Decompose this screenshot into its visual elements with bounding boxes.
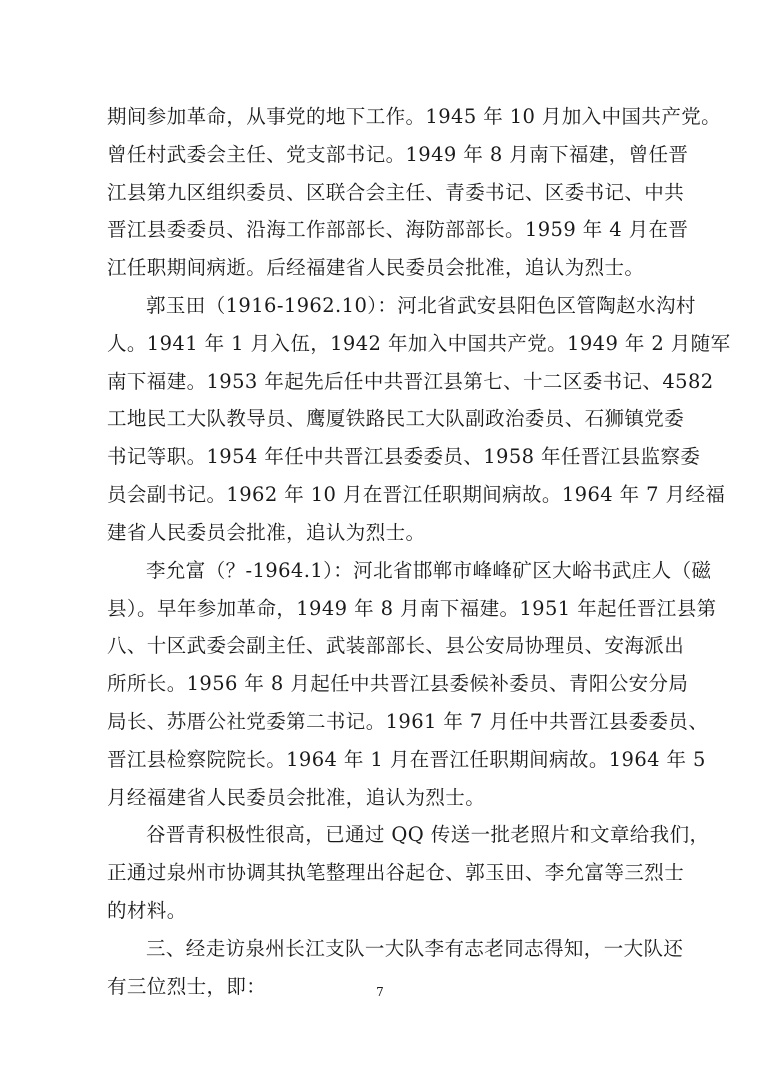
text-line: 工地民工大队教导员、鹰厦铁路民工大队副政治委员、石狮镇党委 bbox=[107, 407, 685, 430]
paragraph-start-line: 谷晋青积极性很高，已通过 QQ 传送一批老照片和文章给我们， bbox=[146, 823, 710, 846]
text-line: 有三位烈士，即： bbox=[107, 975, 267, 998]
text-line: 员会副书记。1962 年 10 月在晋江任职期间病故。1964 年 7 月经福 bbox=[107, 483, 726, 506]
text-line: 晋江县检察院院长。1964 年 1 月在晋江任职期间病故。1964 年 5 bbox=[107, 748, 706, 771]
text-line: 县）。早年参加革命，1949 年 8 月南下福建。1951 年起任晋江县第 bbox=[107, 597, 717, 620]
paragraph-start-line: 三、经走访泉州长江支队一大队李有志老同志得知，一大队还 bbox=[146, 937, 684, 960]
text-line: 曾任村武委会主任、党支部书记。1949 年 8 月南下福建，曾任晋 bbox=[107, 143, 689, 166]
text-line: 局长、苏厝公社党委第二书记。1961 年 7 月任中共晋江县委委员、 bbox=[107, 710, 709, 733]
text-line: 南下福建。1953 年起先后任中共晋江县第七、十二区委书记、4582 bbox=[107, 370, 714, 393]
text-line: 晋江县委委员、沿海工作部部长、海防部部长。1959 年 4 月在晋 bbox=[107, 218, 689, 241]
text-line: 江县第九区组织委员、区联合会主任、青委书记、区委书记、中共 bbox=[107, 181, 685, 204]
text-line: 八、十区武委会副主任、武装部部长、县公安局协理员、安海派出 bbox=[107, 634, 685, 657]
text-line: 的材料。 bbox=[107, 899, 187, 922]
paragraph-start-line: 李允富（？-1964.1）：河北省邯郸市峰峰矿区大峪书武庄人（磁 bbox=[146, 559, 712, 582]
text-line: 期间参加革命，从事党的地下工作。1945 年 10 月加入中国共产党。 bbox=[107, 105, 722, 128]
page-number: 7 bbox=[376, 985, 384, 999]
paragraph-start-line: 郭玉田（1916-1962.10）：河北省武安县阳色区管陶赵水沟村 bbox=[146, 294, 696, 317]
text-line: 江任职期间病逝。后经福建省人民委员会批准，追认为烈士。 bbox=[107, 256, 645, 279]
text-line: 建省人民委员会批准，追认为烈士。 bbox=[107, 521, 426, 544]
text-line: 所所长。1956 年 8 月起任中共晋江县委候补委员、青阳公安分局 bbox=[107, 672, 689, 695]
text-line: 正通过泉州市协调其执笔整理出谷起仓、郭玉田、李允富等三烈士 bbox=[107, 861, 685, 884]
text-line: 月经福建省人民委员会批准，追认为烈士。 bbox=[107, 786, 486, 809]
text-line: 人。1941 年 1 月入伍，1942 年加入中国共产党。1949 年 2 月随军 bbox=[107, 332, 731, 355]
text-line: 书记等职。1954 年任中共晋江县委委员、1958 年任晋江县监察委 bbox=[107, 445, 701, 468]
